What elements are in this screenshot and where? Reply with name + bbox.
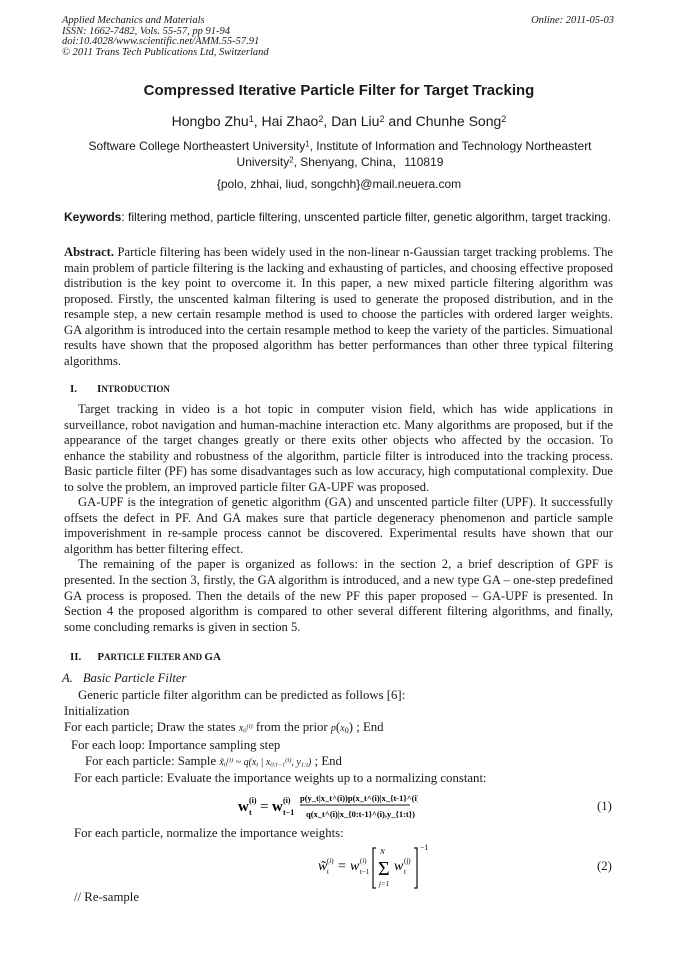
paper-title: Compressed Iterative Particle Filter for Target Tracking — [143, 82, 535, 99]
section-number: I. — [70, 383, 78, 395]
section-title: ILTER AND — [153, 652, 205, 662]
issn-line: ISSN: 1662-7482, Vols. 55-57, pp 91-94 — [62, 25, 230, 37]
online-date: Online: 2011-05-03 — [531, 15, 614, 26]
abstract — [64, 245, 613, 369]
section-heading-particle-filter — [70, 651, 221, 663]
paragraph — [64, 495, 613, 557]
author-affil-mark: 2 — [379, 113, 385, 124]
equation-2-graphic — [318, 840, 438, 892]
eq-equals: = — [338, 859, 346, 874]
sum-upper: N — [380, 848, 385, 856]
running-header — [62, 16, 269, 58]
author-name: Dan Liu — [331, 113, 380, 129]
math-prior: p — [330, 723, 336, 734]
algorithm-line: For each particle: Evaluate the importance weights up to a normalizing constant: — [74, 771, 487, 785]
eq-exponent: −1 — [420, 843, 429, 852]
paragraph-text: Target tracking in video is a hot topic in computer vision field, which has wide applications in surveillance, robot navigation and human-machine interaction etc. Many algorithms are proposed, but if the appearance of the target changes greatly or there exits other objects who affected by the occasion. To enhance the stability and robustness of the algorithm, particle filter is introduced into the tracking process. Basic particle filter (PF) has some disadvantages such as low accuracy, high computational complexity. Due to solve the problem, an improved particle filter GA-UPF was proposed. — [64, 402, 613, 494]
algorithm-line: For each loop: Importance sampling step — [71, 738, 281, 752]
section-heading-introduction — [70, 383, 170, 395]
author-name: Hongbo Zhu — [171, 113, 249, 129]
equation-1 — [238, 787, 418, 828]
eq-w-prev: w — [272, 799, 283, 815]
section-title: P — [97, 651, 105, 663]
algorithm-line: Initialization — [64, 704, 130, 718]
paragraph-text: The remaining of the paper is organized as follows: in the section 2, a brief description of GPF is presented. In the section 3, firstly, the GA algorithm is introduced, and a new type GA – one-step predefined GA process is proposed. Then the details of the new PF this paper proposed – GA-UPF is presented. In Section 4 the proposed algorithm is compared to other several different filtering algorithms, and finally, some concluding remarks is given in section 5. — [64, 557, 613, 634]
eq-denominator: q(x_t^(i)|x_{0:t-1}^(i),y_{1:t}) — [306, 809, 415, 819]
eq-sup: (i) — [283, 796, 291, 805]
math-x0: $x_0^{(i)}$ — [238, 723, 253, 735]
affiliation — [70, 139, 610, 170]
eq-w-prev: w — [350, 859, 360, 874]
abstract-label: Abstract. — [64, 245, 115, 259]
algorithm-line: Generic particle filter algorithm can be predicted as follows [6]: — [78, 688, 406, 702]
doi-line: doi:10.4028/www.scientific.net/AMM.55-57.91 — [62, 36, 260, 48]
section-number: II. — [70, 651, 82, 663]
section-title: GA — [204, 651, 221, 663]
author-name: Hai Zhao — [261, 113, 319, 129]
eq-lhs: w — [238, 799, 249, 815]
eq-sup: (j) — [404, 857, 411, 865]
paragraph — [64, 557, 613, 635]
eq-sub: t−1 — [360, 868, 370, 876]
math-sample-expression: $x̃_0^{(i)}$ ~ $q(x_t$ | $x_{0:t-1}^{(i)}$, $y_{1:t}$) — [219, 757, 312, 769]
algorithm-text: For each particle; Draw the states — [64, 720, 239, 734]
sum-symbol: Σ — [378, 858, 390, 880]
eq-sup: (i) — [249, 796, 257, 805]
algorithm-line: For each particle, normalize the importance weights: — [74, 826, 344, 840]
algorithm-line — [85, 754, 342, 769]
eq-sub: t — [404, 868, 406, 876]
algorithm-text: ; End — [311, 754, 342, 768]
author-conjunction: and — [384, 113, 416, 129]
equation-number: (2) — [597, 859, 612, 873]
author-affil-mark: 2 — [501, 113, 507, 124]
section-title: I — [97, 383, 102, 395]
copyright-line: © 2011 Trans Tech Publications Ltd, Switzerland — [62, 46, 269, 58]
equation-2 — [318, 840, 438, 897]
eq-numerator: p(y_t|x_t^(i))p(x_t^(i)|x_{t-1}^(i)) — [300, 793, 418, 803]
introduction-body — [64, 402, 613, 635]
author-affil-mark: 1 — [248, 113, 254, 124]
eq-equals: = — [260, 799, 269, 815]
eq-sup: (i) — [327, 857, 334, 865]
subsection-title: Basic Particle Filter — [82, 671, 187, 685]
author-affil-mark: 2 — [318, 113, 324, 124]
section-title: NTRODUCTION — [101, 384, 170, 394]
left-bracket — [373, 848, 376, 888]
algorithm-text: ; End — [353, 720, 384, 734]
author-name: Chunhe Song — [415, 113, 502, 129]
paragraph — [64, 402, 613, 495]
algorithm-text: from the prior — [252, 720, 331, 734]
equation-number: (1) — [597, 799, 612, 813]
affiliation-text: , Institute of Information and Technology Northeastert University — [236, 139, 592, 169]
eq-sub: t — [327, 868, 329, 876]
affiliation-mark: 1 — [305, 139, 310, 149]
sum-lower: j=1 — [379, 880, 390, 888]
abstract-text: Particle filtering has been widely used in the non-linear n-Gaussian target tracking problems. The main problem of particle filtering is the lacking and exhausting of particles, and choosing effective proposed distribution is the key point to overcome it. In this paper, a new mixed particle filtering algorithm was proposed. Firstly, the unscented kalman filtering is used to generate the proposed distribution, and in the resample step, a new certain resample method is used to choose the particles with ordered larger weights. GA algorithm is introduced into the certain resample method to keep the variety of the particles. Simuational results have shown that the proposed algorithm has better performances than other three typical filtering algorithms. — [64, 245, 613, 368]
eq-sub: t — [249, 808, 252, 817]
section-title: F — [147, 651, 154, 663]
eq-sub: t−1 — [283, 808, 295, 817]
journal-name: Applied Mechanics and Materials — [62, 15, 205, 26]
affiliation-text: , Shenyang, China，110819 — [293, 154, 444, 169]
algorithm-line: For each particle; Draw the states $x_0^{(i)}$ from the prior $p(x_0)$ ; End — [64, 720, 384, 736]
author-list: Hongbo Zhu$^1$, Hai Zhao$^2$, Dan Liu$^2$ and Chunhe Song$^2$ — [171, 113, 507, 129]
equation-1-graphic — [238, 787, 418, 823]
affiliation-text: Software College Northeastert University — [88, 139, 306, 153]
keywords — [64, 210, 613, 225]
right-bracket — [414, 848, 417, 888]
eq-lhs: w̃ — [318, 859, 328, 874]
section-title: ARTICLE — [104, 652, 147, 662]
keywords-text: : filtering method, particle filtering, unscented particle filter, genetic algorithm, target tracking. — [121, 210, 611, 224]
keywords-label: Keywords — [64, 210, 122, 224]
algorithm-line: // Re-sample — [74, 890, 140, 904]
paragraph-text: GA-UPF is the integration of genetic algorithm (GA) and unscented particle filter (UPF). It successfully offsets the defect in PF. And GA makes sure that particle degeneracy phenomenon and particle sample impoverishment in re-sample process cannot be discovered. Experimental results have shown that our algorithm has better filtering effect. — [64, 495, 613, 556]
eq-w: w — [394, 859, 404, 874]
affiliation-mark: 2 — [289, 155, 294, 164]
subsection-heading — [62, 671, 186, 686]
subsection-number: A. — [62, 671, 73, 685]
algorithm-text: For each particle: Sample — [85, 754, 220, 768]
math-var: x — [340, 723, 345, 734]
eq-sup: (i) — [360, 857, 367, 865]
author-email: {polo, zhhai, liud, songchh}@mail.neuera.com — [216, 177, 462, 191]
